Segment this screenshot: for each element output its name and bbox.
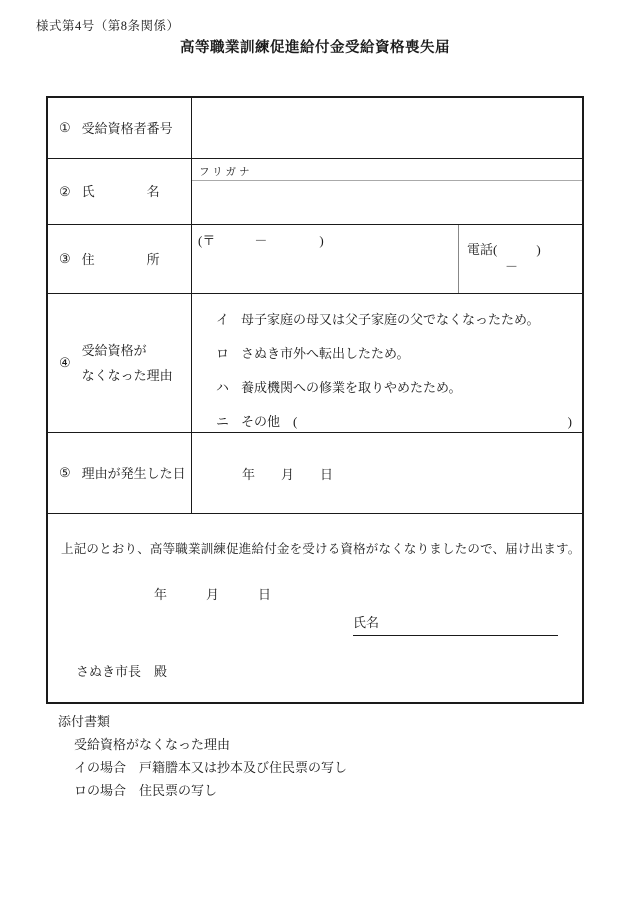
reason-option-i-text: 母子家庭の母又は父子家庭の父でなくなったため。 xyxy=(241,312,540,327)
loss-reason-label-line1: 受給資格が xyxy=(81,343,147,358)
address-label-text: 住 所 xyxy=(81,251,160,267)
phone-field[interactable] xyxy=(458,225,582,293)
reason-option-ha-key: ハ xyxy=(216,380,230,395)
reason-date-label xyxy=(48,433,192,513)
row-loss-reason xyxy=(48,294,582,433)
circled-number-4: ④ xyxy=(59,355,71,370)
reason-option-ha-text: 養成機関への修業を取りやめたため。 xyxy=(241,380,462,395)
circled-number-5: ⑤ xyxy=(59,465,71,480)
declaration-statement: 上記のとおり、高等職業訓練促進給付金を受ける資格がなくなりましたので、届け出ます。 xyxy=(61,542,581,556)
recipient-number-label xyxy=(48,98,192,158)
reason-option-ni-text: その他 ( xyxy=(241,414,298,429)
name-value-area xyxy=(192,159,582,224)
loss-reason-options xyxy=(192,294,582,432)
furigana-field[interactable] xyxy=(192,159,582,181)
declaration-name-label: 氏名 xyxy=(353,615,380,630)
declaration-signature-field[interactable] xyxy=(353,612,558,636)
circled-number-2: ② xyxy=(59,183,71,199)
furigana-label: フリガナ xyxy=(199,167,253,178)
declaration-addressee: さぬき市長 殿 xyxy=(76,664,168,679)
postal-code-placeholder: (〒 － ) xyxy=(198,233,324,248)
reason-date-label-text: 理由が発生した日 xyxy=(81,465,186,481)
loss-reason-label-line2: なくなった理由 xyxy=(81,368,173,383)
reason-date-placeholder: 年 月 日 xyxy=(242,466,334,482)
reason-option-ni[interactable] xyxy=(216,412,572,432)
reason-option-ha[interactable] xyxy=(216,378,572,398)
reason-option-ro[interactable] xyxy=(216,344,572,364)
attachments-heading: 添付書類 xyxy=(58,714,111,729)
circled-number-1: ① xyxy=(59,120,71,135)
reason-date-field[interactable] xyxy=(192,433,582,513)
attachments-line-case-ro: ロの場合 住民票の写し xyxy=(74,783,218,798)
reason-option-ni-close-paren: ) xyxy=(567,414,572,429)
row-reason-date xyxy=(48,433,582,514)
address-value-area xyxy=(192,225,582,293)
name-label-text: 氏 名 xyxy=(81,184,160,199)
circled-number-3: ③ xyxy=(59,251,71,266)
declaration-cell xyxy=(48,514,582,702)
attachments-line-reason: 受給資格がなくなった理由 xyxy=(74,737,231,752)
reason-option-ro-key: ロ xyxy=(216,346,230,361)
row-address xyxy=(48,225,582,294)
eligibility-loss-form-table xyxy=(46,96,584,704)
phone-label: 電話( ) xyxy=(467,242,541,257)
row-name xyxy=(48,159,582,225)
row-declaration xyxy=(48,514,582,702)
form-title: 高等職業訓練促進給付金受給資格喪失届 xyxy=(180,40,450,56)
recipient-number-field[interactable] xyxy=(192,98,582,158)
attachments-line-case-i: イの場合 戸籍謄本又は抄本及び住民票の写し xyxy=(74,760,348,775)
address-label xyxy=(48,225,192,293)
name-field[interactable] xyxy=(192,181,582,224)
form-number: 様式第4号（第8条関係） xyxy=(36,19,180,33)
recipient-number-label-text: 受給資格者番号 xyxy=(81,120,173,136)
reason-option-i-key: イ xyxy=(216,312,230,327)
reason-option-ro-text: さぬき市外へ転出したため。 xyxy=(241,346,410,361)
reason-option-ni-key: ニ xyxy=(216,414,230,429)
row-recipient-number xyxy=(48,98,582,159)
loss-reason-label xyxy=(48,294,192,432)
attachments-note xyxy=(58,714,347,806)
declaration-date-field[interactable]: 年 月 日 xyxy=(154,587,272,602)
loss-reason-options-list xyxy=(192,294,582,432)
loss-reason-label-text xyxy=(82,338,173,388)
phone-dash: － xyxy=(505,259,519,274)
name-label xyxy=(48,159,192,224)
reason-option-i[interactable] xyxy=(216,310,572,330)
address-field[interactable] xyxy=(192,225,458,293)
